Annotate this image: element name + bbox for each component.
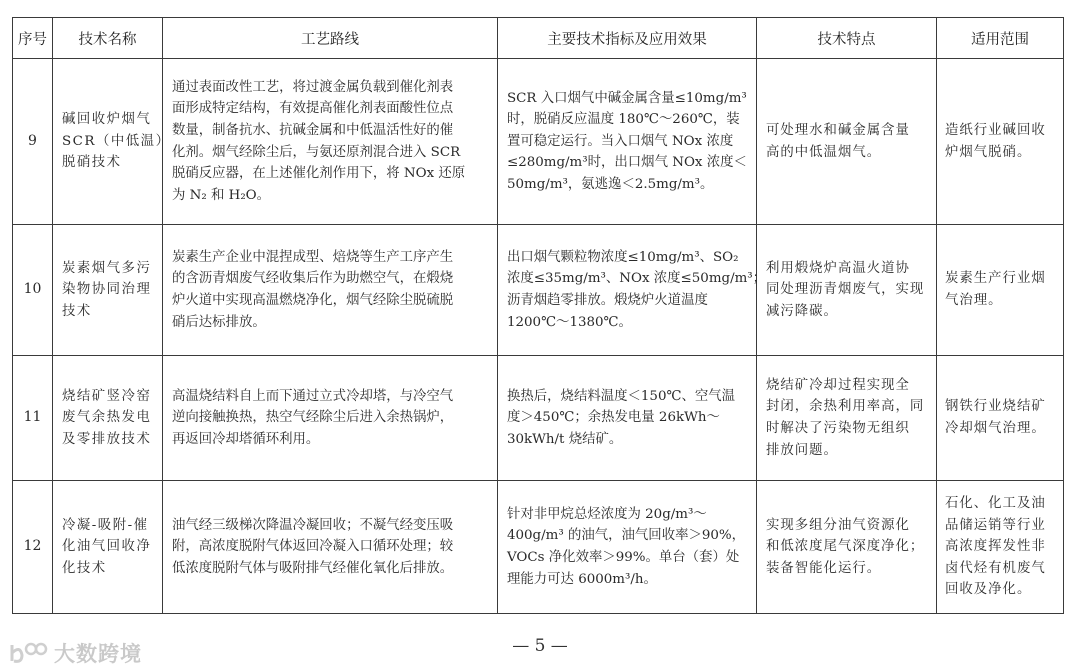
cell-text-line: 高浓度挥发性非	[945, 539, 1046, 555]
tech-name-cell	[53, 481, 163, 614]
cell-text-line: SCR（中低温）	[62, 133, 171, 149]
tech-name-cell	[53, 225, 163, 356]
cell-text-line: 高温烧结料自上而下通过立式冷却塔，与冷空气	[172, 388, 454, 404]
cell-text-line: 换热后，烧结料温度＜150℃、空气温	[507, 388, 736, 404]
header-scope: 适用范围	[937, 18, 1064, 59]
cell-text-line: 冷凝-吸附-催	[62, 517, 149, 533]
scope-cell	[937, 356, 1064, 481]
process-route-cell	[163, 356, 498, 481]
cell-text-line: ≤280mg/m³时，出口烟气 NOx 浓度＜	[507, 155, 747, 171]
index-cell: 12	[13, 481, 53, 614]
indicators-cell	[498, 225, 767, 356]
features-cell	[757, 356, 937, 481]
cell-text-line: 浓度≤35mg/m³、NOx 浓度≤50mg/m³；	[507, 271, 767, 287]
cell-text-line: 技术	[62, 303, 92, 319]
cell-text-line: 实现多组分油气资源化	[766, 517, 910, 533]
table-row	[13, 59, 1064, 225]
cell-text-line: 化油气回收净	[62, 539, 152, 555]
table-header-row	[13, 18, 1064, 59]
cell-text-line: 烧结矿竖冷窑	[62, 388, 152, 404]
header-tech-name: 技术名称	[53, 18, 163, 59]
cell-text-line: 1200℃～1380℃。	[507, 314, 632, 330]
scope-cell	[937, 481, 1064, 614]
header-index: 序号	[13, 18, 53, 59]
cell-text-line: 通过表面改性工艺，将过渡金属负载到催化剂表	[172, 79, 454, 95]
cell-text-line: 烧结矿冷却过程实现全	[766, 377, 910, 393]
cell-text-line: 卤代烃有机废气	[945, 560, 1046, 576]
cell-text-line: 逆向接触换热，热空气经除尘后进入余热锅炉，	[172, 410, 454, 426]
cell-text-line: 30kWh/t 烧结矿。	[507, 431, 623, 447]
features-cell	[757, 225, 937, 356]
cell-text-line: 化技术	[62, 560, 107, 576]
cell-text-line: 时解决了污染物无组织	[766, 421, 910, 436]
features-cell	[757, 59, 937, 225]
header-features: 技术特点	[757, 18, 937, 59]
table-row	[13, 481, 1064, 614]
cell-text-line: 利用煅烧炉高温火道协	[766, 260, 910, 276]
cell-text-line: SCR 入口烟气中碱金属含量≤10mg/m³	[507, 90, 747, 106]
cell-text-line: 理能力可达 6000m³/h。	[507, 571, 657, 587]
cell-text-line: 面形成特定结构，有效提高催化剂表面酸性位点	[172, 101, 454, 117]
cell-text-line: 炭素生产企业中混捏成型、焙烧等生产工序产生	[172, 249, 454, 265]
cell-text-line: 可处理水和碱金属含量	[766, 122, 910, 138]
cell-text-line: 脱硝反应器，在上述催化剂作用下，将 NOx 还原	[172, 166, 466, 182]
cell-text-line: 数量，制备抗水、抗碱金属和中低温活性好的催	[172, 122, 454, 138]
cell-text-line: 品储运销等行业	[945, 517, 1046, 533]
cell-text-line: 冷却烟气治理。	[945, 421, 1046, 436]
cell-text-line: 时，脱硝反应温度 180℃～260℃，装	[507, 112, 740, 128]
process-route-cell	[163, 225, 498, 356]
tech-name-cell	[53, 59, 171, 225]
cell-text-line: 排放问题。	[766, 442, 838, 458]
cell-text-line: 废气余热发电	[62, 410, 152, 426]
cell-text-line: 染物协同治理	[62, 282, 152, 298]
cell-text-line: 沥青烟趋零排放。煅烧炉火道温度	[507, 293, 708, 308]
cell-text-line: 的含沥青烟废气经收集后作为助燃空气，在煅烧	[172, 271, 454, 287]
technology-table	[12, 17, 1064, 614]
cell-text-line: VOCs 净化效率＞99%。单台（套）处	[507, 550, 740, 565]
cell-text-line: 炉烟气脱硝。	[945, 144, 1032, 160]
cell-text-line: 造纸行业碱回收	[945, 122, 1046, 138]
cell-text-line: 炭素烟气多污	[62, 260, 152, 276]
cell-text-line: 气治理。	[945, 293, 1003, 308]
cell-text-line: 油气经三级梯次降温冷凝回收；不凝气经变压吸	[172, 517, 454, 533]
indicators-cell	[498, 356, 757, 481]
scope-cell	[937, 225, 1064, 356]
cell-text-line: 钢铁行业烧结矿	[945, 399, 1046, 415]
index-cell: 10	[13, 225, 53, 356]
header-indicators: 主要技术指标及应用效果	[498, 18, 757, 59]
tech-name-cell	[53, 356, 163, 481]
cell-text-line: 炭素生产行业烟	[945, 271, 1046, 287]
cell-text-line: 封闭，余热利用率高，同	[766, 399, 925, 415]
cell-text-line: 化剂。烟气经除尘后，与氨还原剂混合进入 SCR	[172, 144, 461, 160]
page-number: — 5 —	[512, 636, 568, 656]
cell-text-line: 针对非甲烷总烃浓度为 20g/m³～	[507, 506, 707, 522]
cell-text-line: 碱回收炉烟气	[62, 112, 152, 128]
cell-text-line: 置可稳定运行。当入口烟气 NOx 浓度	[507, 133, 734, 149]
cell-text-line: 硝后达标排放。	[172, 314, 266, 330]
table-row	[13, 225, 1064, 356]
cell-text-line: 脱硝技术	[62, 155, 122, 171]
scope-cell	[937, 59, 1064, 225]
cell-text-line: 低浓度脱附气体与吸附排气经催化氧化后排放。	[172, 560, 454, 576]
cell-text-line: 装备智能化运行。	[766, 560, 882, 576]
cell-text-line: 出口烟气颗粒物浓度≤10mg/m³、SO₂	[507, 249, 739, 265]
header-process-route: 工艺路线	[163, 18, 498, 59]
cell-text-line: 石化、化工及油	[945, 496, 1046, 512]
cell-text-line: 50mg/m³，氨逃逸＜2.5mg/m³。	[507, 176, 714, 192]
cell-text-line: 400g/m³ 的油气，油气回收率＞90%，	[507, 528, 746, 544]
indicators-cell	[498, 481, 757, 614]
process-route-cell	[163, 481, 498, 614]
cell-text-line: 减污降碳。	[766, 303, 838, 319]
cell-text-line: 同处理沥青烟废气，实现	[766, 282, 925, 298]
cell-text-line: 度＞450℃；余热发电量 26kWh～	[507, 410, 720, 426]
index-cell: 9	[13, 59, 53, 225]
watermark-text: 大数跨境	[54, 642, 142, 666]
cell-text-line: 炉火道中实现高温燃烧净化，烟气经除尘脱硫脱	[172, 293, 454, 308]
cell-text-line: 再返回冷却塔循环利用。	[172, 431, 320, 447]
cell-text-line: 附，高浓度脱附气体返回冷凝入口循环处理；较	[172, 539, 454, 555]
index-cell: 11	[13, 356, 53, 481]
cell-text-line: 高的中低温烟气。	[766, 144, 882, 160]
process-route-cell	[163, 59, 498, 225]
cell-text-line: 和低浓度尾气深度净化；	[766, 539, 925, 555]
table-row	[13, 356, 1064, 481]
features-cell	[757, 481, 937, 614]
cell-text-line: 回收及净化。	[945, 582, 1032, 598]
indicators-cell	[498, 59, 757, 225]
cell-text-line: 为 N₂ 和 H₂O。	[172, 187, 271, 203]
cell-text-line: 及零排放技术	[62, 431, 152, 447]
